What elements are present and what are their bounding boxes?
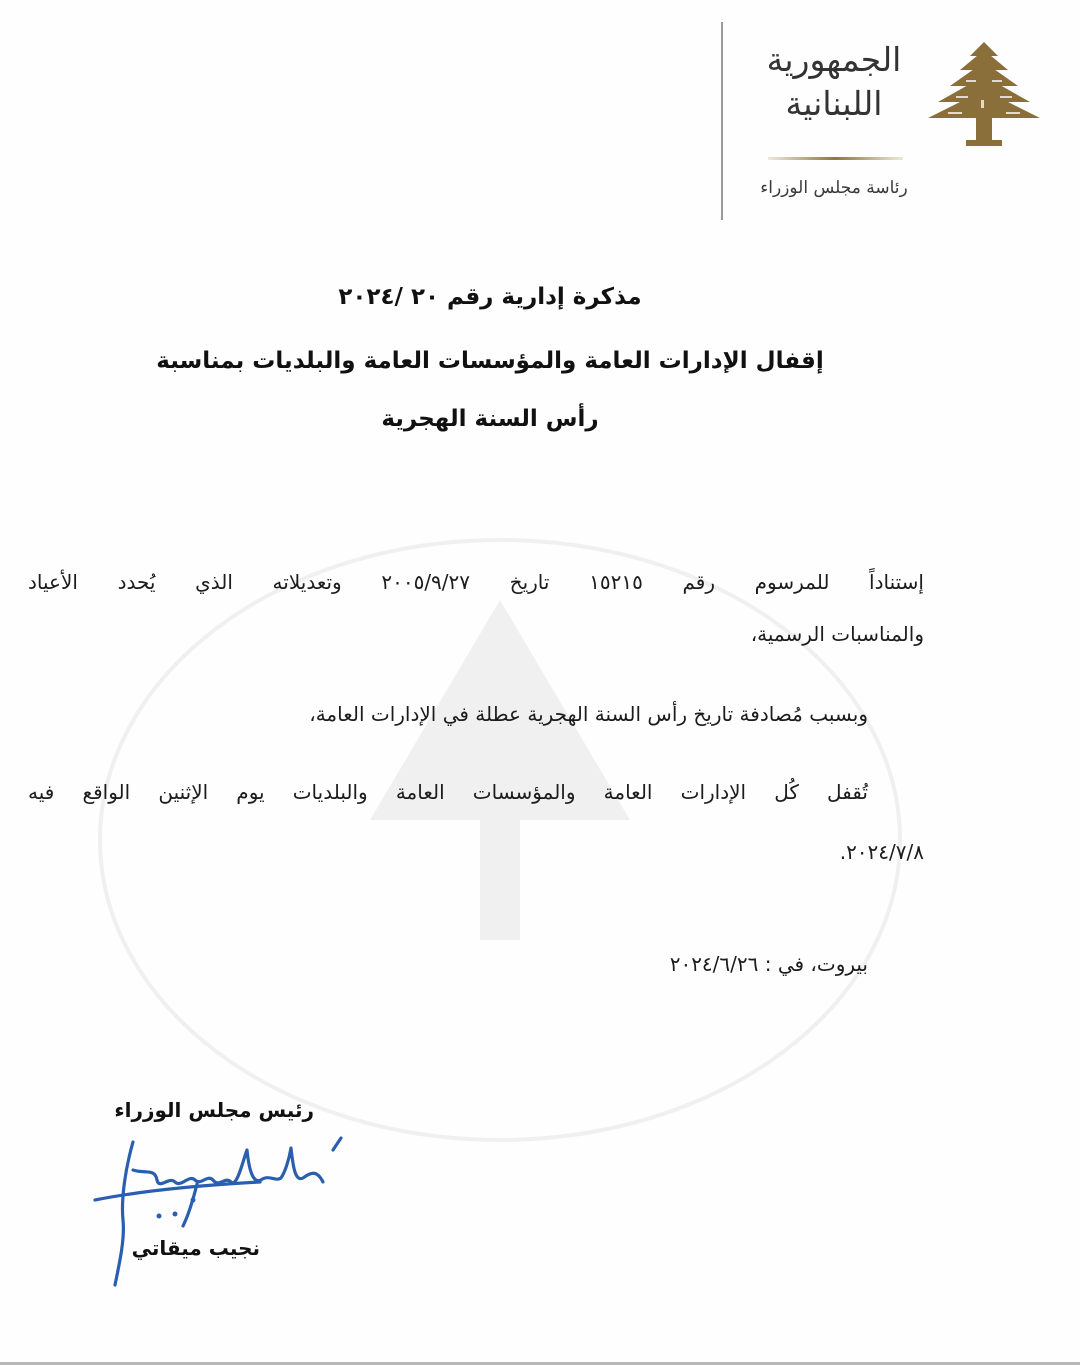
paragraph-1-line-2: والمناسبات الرسمية،	[750, 622, 924, 646]
paragraph-2: وبسبب مُصادفة تاريخ رأس السنة الهجرية عطلة في الإدارات العامة،	[309, 702, 868, 726]
letterhead-rule	[768, 157, 903, 160]
republic-title	[748, 38, 920, 126]
signatory-name: نجيب ميقاتي	[131, 1236, 260, 1260]
memo-title: مذكرة إدارية رقم ٢٠ /٢٠٢٤	[338, 284, 642, 310]
cedar-tree-icon	[926, 40, 1042, 148]
place-and-date: بيروت، في : ٢٠٢٤/٦/٢٦	[669, 952, 868, 976]
signatory-title: رئيس مجلس الوزراء	[114, 1098, 314, 1122]
paragraph-1-line-1: إستناداً للمرسوم رقم ١٥٢١٥ تاريخ ٢٠٠٥/٩/٢٧ وتعديلاته الذي يُحدد الأعياد	[28, 570, 924, 594]
republic-line-2: اللبنانية	[785, 84, 883, 123]
paragraph-3-line-1: تُقفل كُل الإدارات العامة والمؤسسات العامة والبلديات يوم الإثنين الواقع فيه	[28, 780, 868, 804]
memo-subject-line-2: رأس السنة الهجرية	[381, 406, 599, 432]
office-name: رئاسة مجلس الوزراء	[760, 178, 908, 198]
republic-line-1: الجمهورية	[766, 40, 902, 79]
memo-subject-line-1: إقفال الإدارات العامة والمؤسسات العامة والبلديات بمناسبة	[156, 348, 824, 374]
letterhead-divider	[721, 22, 723, 220]
paragraph-3-line-2: ٢٠٢٤/٧/٨.	[839, 840, 924, 864]
handwritten-signature	[85, 1130, 365, 1290]
